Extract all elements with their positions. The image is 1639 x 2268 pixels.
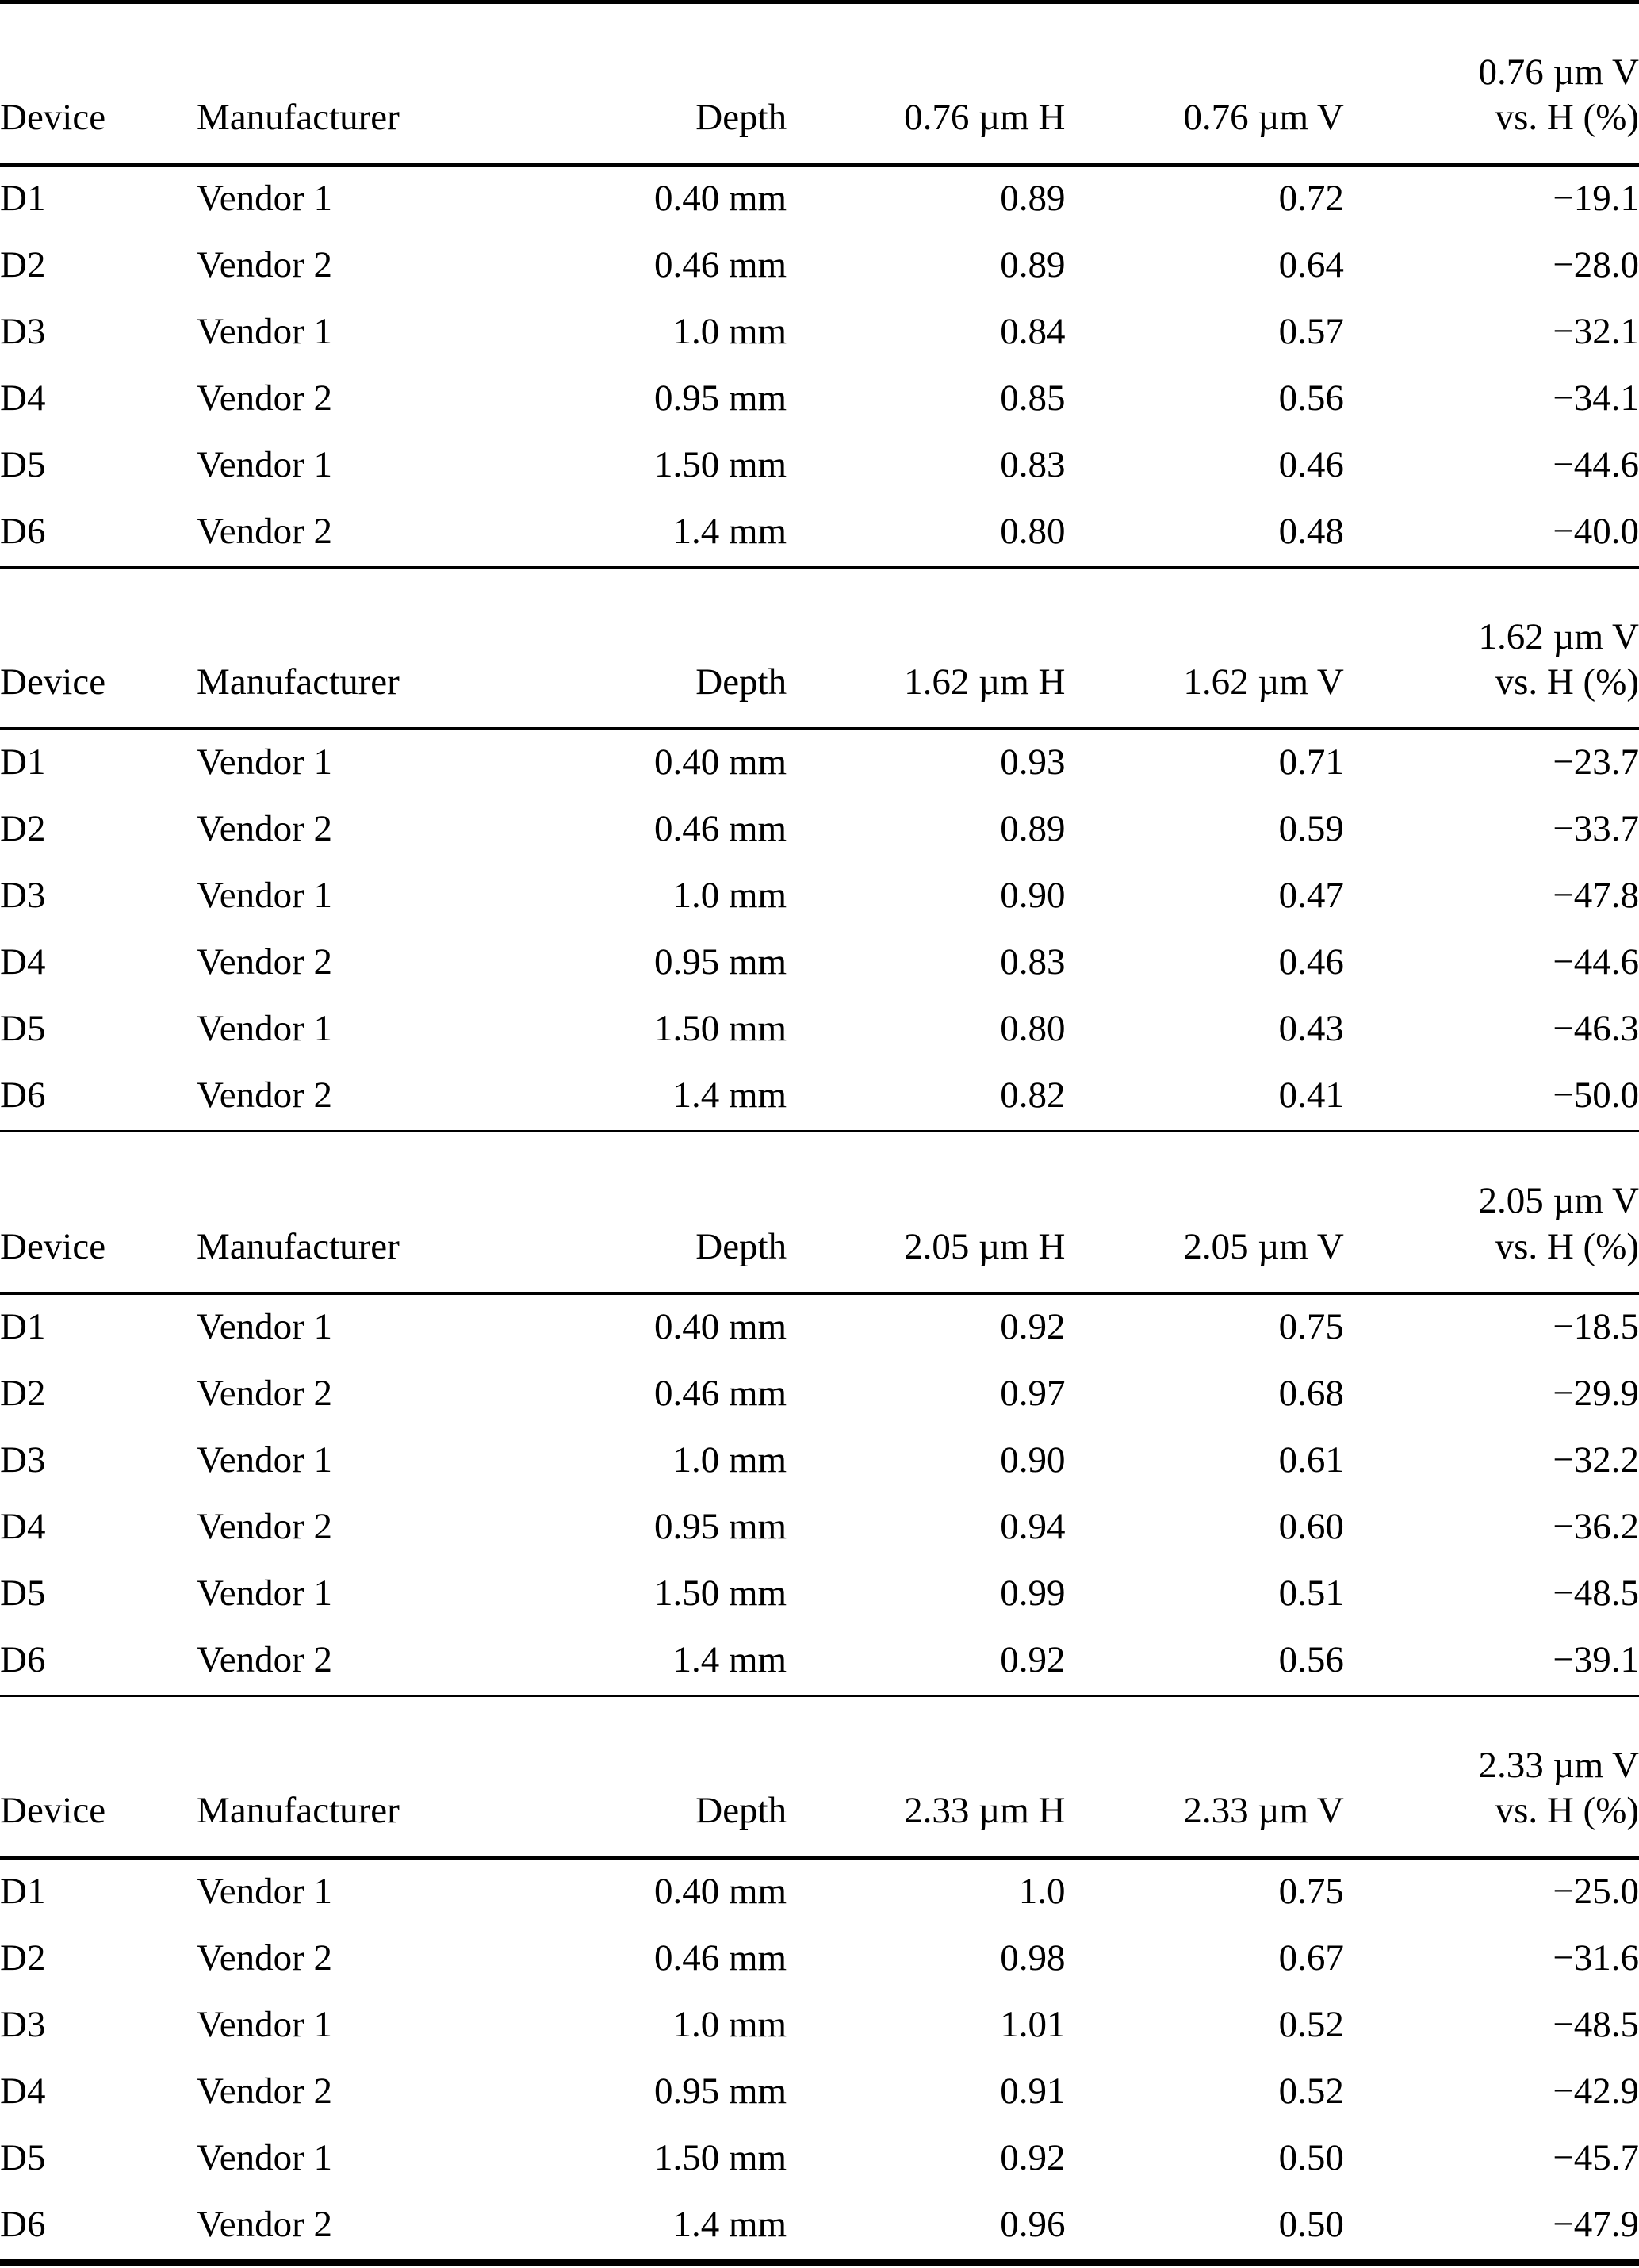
cell-depth: 0.95 mm (654, 377, 787, 419)
cell-h: 1.0 (1018, 1870, 1066, 1912)
header-v: 2.33 µm V (1183, 1790, 1344, 1832)
cell-v-vs-h: −19.1 (1553, 177, 1639, 219)
cell-depth: 0.40 mm (654, 1305, 787, 1347)
cell-v: 0.57 (1278, 310, 1344, 352)
cell-v: 0.60 (1278, 1505, 1344, 1547)
cell-h: 0.93 (1000, 741, 1066, 783)
header-h: 2.05 µm H (904, 1225, 1066, 1267)
table-row (0, 300, 1639, 366)
measurement-table-2.05um (0, 1132, 1639, 1697)
cell-h: 0.90 (1000, 1439, 1066, 1481)
cell-manufacturer: Vendor 1 (197, 1870, 333, 1912)
cell-depth: 1.0 mm (672, 875, 787, 917)
cell-depth: 1.50 mm (654, 1572, 787, 1614)
table-row (0, 997, 1639, 1063)
cell-h: 0.90 (1000, 875, 1066, 917)
cell-h: 0.96 (1000, 2203, 1066, 2245)
cell-manufacturer: Vendor 1 (197, 310, 333, 352)
header-device: Device (0, 97, 106, 139)
cell-v: 0.50 (1278, 2203, 1344, 2245)
cell-h: 0.92 (1000, 2136, 1066, 2178)
cell-h: 0.98 (1000, 1937, 1066, 1979)
cell-manufacturer: Vendor 1 (197, 741, 333, 783)
table-row (0, 165, 1639, 233)
cell-device: D4 (0, 377, 46, 419)
cell-h: 0.84 (1000, 310, 1066, 352)
header-h: 1.62 µm H (904, 661, 1066, 703)
header-v: 1.62 µm V (1183, 661, 1344, 703)
cell-h: 0.91 (1000, 2070, 1066, 2112)
cell-v: 0.56 (1278, 377, 1344, 419)
cell-v-vs-h: −48.5 (1553, 1572, 1639, 1614)
table-row (0, 1926, 1639, 1993)
cell-device: D2 (0, 1937, 46, 1979)
cell-manufacturer: Vendor 1 (197, 875, 333, 917)
cell-device: D5 (0, 2136, 46, 2178)
cell-h: 0.92 (1000, 1305, 1066, 1347)
cell-depth: 0.95 mm (654, 1505, 787, 1547)
cell-manufacturer: Vendor 2 (197, 1372, 333, 1414)
cell-device: D6 (0, 510, 46, 552)
cell-manufacturer: Vendor 1 (197, 177, 333, 219)
cell-manufacturer: Vendor 1 (197, 1439, 333, 1481)
cell-v-vs-h: −44.6 (1553, 443, 1639, 485)
cell-depth: 0.40 mm (654, 177, 787, 219)
cell-h: 0.94 (1000, 1505, 1066, 1547)
cell-depth: 0.46 mm (654, 243, 787, 285)
cell-v: 0.61 (1278, 1439, 1344, 1481)
cell-device: D2 (0, 243, 46, 285)
cell-v: 0.59 (1278, 808, 1344, 850)
header-v-vs-h-line1: 2.05 µm V (1478, 1180, 1639, 1222)
header-row (0, 1697, 1639, 1858)
header-row (0, 1132, 1639, 1293)
cell-device: D3 (0, 2003, 46, 2045)
header-v-vs-h (1344, 2, 1639, 165)
measurement-table-1.62um (0, 569, 1639, 1133)
cell-depth: 1.0 mm (672, 1439, 787, 1481)
table-row (0, 1495, 1639, 1561)
cell-manufacturer: Vendor 2 (197, 1638, 333, 1680)
header-v-vs-h (1344, 569, 1639, 730)
header-v-vs-h-line1: 1.62 µm V (1478, 615, 1639, 657)
cell-depth: 1.50 mm (654, 2136, 787, 2178)
cell-depth: 1.50 mm (654, 443, 787, 485)
cell-depth: 1.4 mm (672, 2203, 787, 2245)
cell-v: 0.52 (1278, 2003, 1344, 2045)
table-row (0, 1428, 1639, 1495)
table-row (0, 864, 1639, 930)
cell-manufacturer: Vendor 1 (197, 1572, 333, 1614)
cell-v-vs-h: −36.2 (1553, 1505, 1639, 1547)
cell-h: 0.89 (1000, 177, 1066, 219)
cell-v-vs-h: −29.9 (1553, 1372, 1639, 1414)
table-row (0, 366, 1639, 433)
cell-depth: 0.40 mm (654, 1870, 787, 1912)
header-v-vs-h-line2: vs. H (%) (1495, 97, 1639, 139)
cell-v-vs-h: −31.6 (1553, 1937, 1639, 1979)
cell-v-vs-h: −47.9 (1553, 2203, 1639, 2245)
cell-device: D4 (0, 2070, 46, 2112)
cell-v-vs-h: −50.0 (1553, 1075, 1639, 1117)
cell-device: D3 (0, 875, 46, 917)
header-v-vs-h-line1: 2.33 µm V (1478, 1744, 1639, 1786)
header-depth: Depth (695, 97, 787, 139)
cell-v: 0.52 (1278, 2070, 1344, 2112)
cell-v-vs-h: −46.3 (1553, 1008, 1639, 1050)
cell-manufacturer: Vendor 1 (197, 443, 333, 485)
cell-depth: 0.46 mm (654, 808, 787, 850)
table-row (0, 797, 1639, 864)
header-device: Device (0, 1790, 106, 1832)
cell-h: 0.99 (1000, 1572, 1066, 1614)
header-depth: Depth (695, 1225, 787, 1267)
cell-device: D1 (0, 741, 46, 783)
cell-device: D3 (0, 310, 46, 352)
cell-manufacturer: Vendor 2 (197, 1075, 333, 1117)
cell-device: D2 (0, 808, 46, 850)
header-v: 2.05 µm V (1183, 1225, 1344, 1267)
cell-manufacturer: Vendor 2 (197, 377, 333, 419)
cell-v: 0.46 (1278, 941, 1344, 983)
cell-device: D6 (0, 2203, 46, 2245)
cell-manufacturer: Vendor 2 (197, 941, 333, 983)
cell-manufacturer: Vendor 2 (197, 2203, 333, 2245)
cell-v-vs-h: −42.9 (1553, 2070, 1639, 2112)
cell-v-vs-h: −45.7 (1553, 2136, 1639, 2178)
cell-manufacturer: Vendor 2 (197, 808, 333, 850)
cell-h: 1.01 (1000, 2003, 1066, 2045)
cell-v-vs-h: −32.1 (1553, 310, 1639, 352)
cell-device: D1 (0, 1870, 46, 1912)
cell-v-vs-h: −18.5 (1553, 1305, 1639, 1347)
header-v: 0.76 µm V (1183, 97, 1344, 139)
cell-v-vs-h: −44.6 (1553, 941, 1639, 983)
cell-v: 0.64 (1278, 243, 1344, 285)
header-v-vs-h-line2: vs. H (%) (1495, 1790, 1639, 1832)
cell-h: 0.89 (1000, 808, 1066, 850)
cell-v-vs-h: −39.1 (1553, 1638, 1639, 1680)
cell-h: 0.80 (1000, 1008, 1066, 1050)
cell-depth: 0.95 mm (654, 941, 787, 983)
cell-h: 0.83 (1000, 941, 1066, 983)
header-manufacturer: Manufacturer (197, 97, 400, 139)
cell-manufacturer: Vendor 1 (197, 2003, 333, 2045)
cell-manufacturer: Vendor 2 (197, 510, 333, 552)
cell-v-vs-h: −40.0 (1553, 510, 1639, 552)
cell-v: 0.72 (1278, 177, 1344, 219)
header-depth: Depth (695, 661, 787, 703)
cell-device: D1 (0, 1305, 46, 1347)
cell-manufacturer: Vendor 2 (197, 1505, 333, 1547)
cell-v-vs-h: −23.7 (1553, 741, 1639, 783)
table-row (0, 1628, 1639, 1696)
cell-device: D4 (0, 1505, 46, 1547)
cell-device: D5 (0, 1572, 46, 1614)
cell-manufacturer: Vendor 2 (197, 2070, 333, 2112)
cell-h: 0.83 (1000, 443, 1066, 485)
header-manufacturer: Manufacturer (197, 1790, 400, 1832)
cell-depth: 1.0 mm (672, 2003, 787, 2045)
table-row (0, 1858, 1639, 1926)
cell-device: D1 (0, 177, 46, 219)
cell-depth: 1.0 mm (672, 310, 787, 352)
cell-v: 0.71 (1278, 741, 1344, 783)
header-row (0, 2, 1639, 165)
cell-manufacturer: Vendor 2 (197, 243, 333, 285)
header-device: Device (0, 661, 106, 703)
cell-v-vs-h: −28.0 (1553, 243, 1639, 285)
cell-device: D5 (0, 443, 46, 485)
measurement-table-0.76um (0, 0, 1639, 569)
header-v-vs-h-line2: vs. H (%) (1495, 661, 1639, 703)
cell-v-vs-h: −47.8 (1553, 875, 1639, 917)
table-row (0, 433, 1639, 500)
table-row (0, 2193, 1639, 2262)
table-row (0, 2059, 1639, 2126)
cell-h: 0.97 (1000, 1372, 1066, 1414)
cell-depth: 1.50 mm (654, 1008, 787, 1050)
cell-depth: 1.4 mm (672, 1075, 787, 1117)
cell-v-vs-h: −25.0 (1553, 1870, 1639, 1912)
cell-manufacturer: Vendor 2 (197, 1937, 333, 1979)
header-depth: Depth (695, 1790, 787, 1832)
header-manufacturer: Manufacturer (197, 661, 400, 703)
cell-v: 0.75 (1278, 1870, 1344, 1912)
cell-v-vs-h: −33.7 (1553, 808, 1639, 850)
cell-v: 0.47 (1278, 875, 1344, 917)
table-row (0, 729, 1639, 797)
table-row (0, 1561, 1639, 1628)
header-row (0, 569, 1639, 730)
header-h: 2.33 µm H (904, 1790, 1066, 1832)
cell-depth: 1.4 mm (672, 510, 787, 552)
header-v-vs-h (1344, 1697, 1639, 1858)
cell-v: 0.56 (1278, 1638, 1344, 1680)
table-row (0, 1063, 1639, 1132)
cell-v-vs-h: −48.5 (1553, 2003, 1639, 2045)
cell-depth: 0.46 mm (654, 1937, 787, 1979)
measurement-table-2.33um (0, 1697, 1639, 2266)
table-row (0, 1993, 1639, 2059)
cell-v: 0.68 (1278, 1372, 1344, 1414)
cell-v-vs-h: −34.1 (1553, 377, 1639, 419)
cell-device: D6 (0, 1638, 46, 1680)
cell-device: D6 (0, 1075, 46, 1117)
header-device: Device (0, 1225, 106, 1267)
table-row (0, 233, 1639, 300)
header-v-vs-h (1344, 1132, 1639, 1293)
table-row (0, 500, 1639, 568)
cell-v: 0.46 (1278, 443, 1344, 485)
header-v-vs-h-line2: vs. H (%) (1495, 1225, 1639, 1267)
cell-device: D5 (0, 1008, 46, 1050)
cell-h: 0.80 (1000, 510, 1066, 552)
table-row (0, 2126, 1639, 2193)
cell-manufacturer: Vendor 1 (197, 1305, 333, 1347)
cell-v: 0.48 (1278, 510, 1344, 552)
cell-depth: 0.95 mm (654, 2070, 787, 2112)
cell-v: 0.43 (1278, 1008, 1344, 1050)
cell-h: 0.82 (1000, 1075, 1066, 1117)
cell-device: D3 (0, 1439, 46, 1481)
table-row (0, 1293, 1639, 1362)
cell-v: 0.51 (1278, 1572, 1344, 1614)
cell-depth: 1.4 mm (672, 1638, 787, 1680)
cell-depth: 0.40 mm (654, 741, 787, 783)
header-v-vs-h-line1: 0.76 µm V (1478, 52, 1639, 93)
cell-h: 0.92 (1000, 1638, 1066, 1680)
cell-manufacturer: Vendor 1 (197, 2136, 333, 2178)
cell-v: 0.50 (1278, 2136, 1344, 2178)
cell-v: 0.67 (1278, 1937, 1344, 1979)
cell-h: 0.89 (1000, 243, 1066, 285)
cell-v-vs-h: −32.2 (1553, 1439, 1639, 1481)
table-row (0, 930, 1639, 997)
header-manufacturer: Manufacturer (197, 1225, 400, 1267)
header-h: 0.76 µm H (904, 97, 1066, 139)
cell-manufacturer: Vendor 1 (197, 1008, 333, 1050)
cell-device: D4 (0, 941, 46, 983)
cell-depth: 0.46 mm (654, 1372, 787, 1414)
table-row (0, 1362, 1639, 1428)
cell-v: 0.41 (1278, 1075, 1344, 1117)
cell-device: D2 (0, 1372, 46, 1414)
cell-v: 0.75 (1278, 1305, 1344, 1347)
cell-h: 0.85 (1000, 377, 1066, 419)
